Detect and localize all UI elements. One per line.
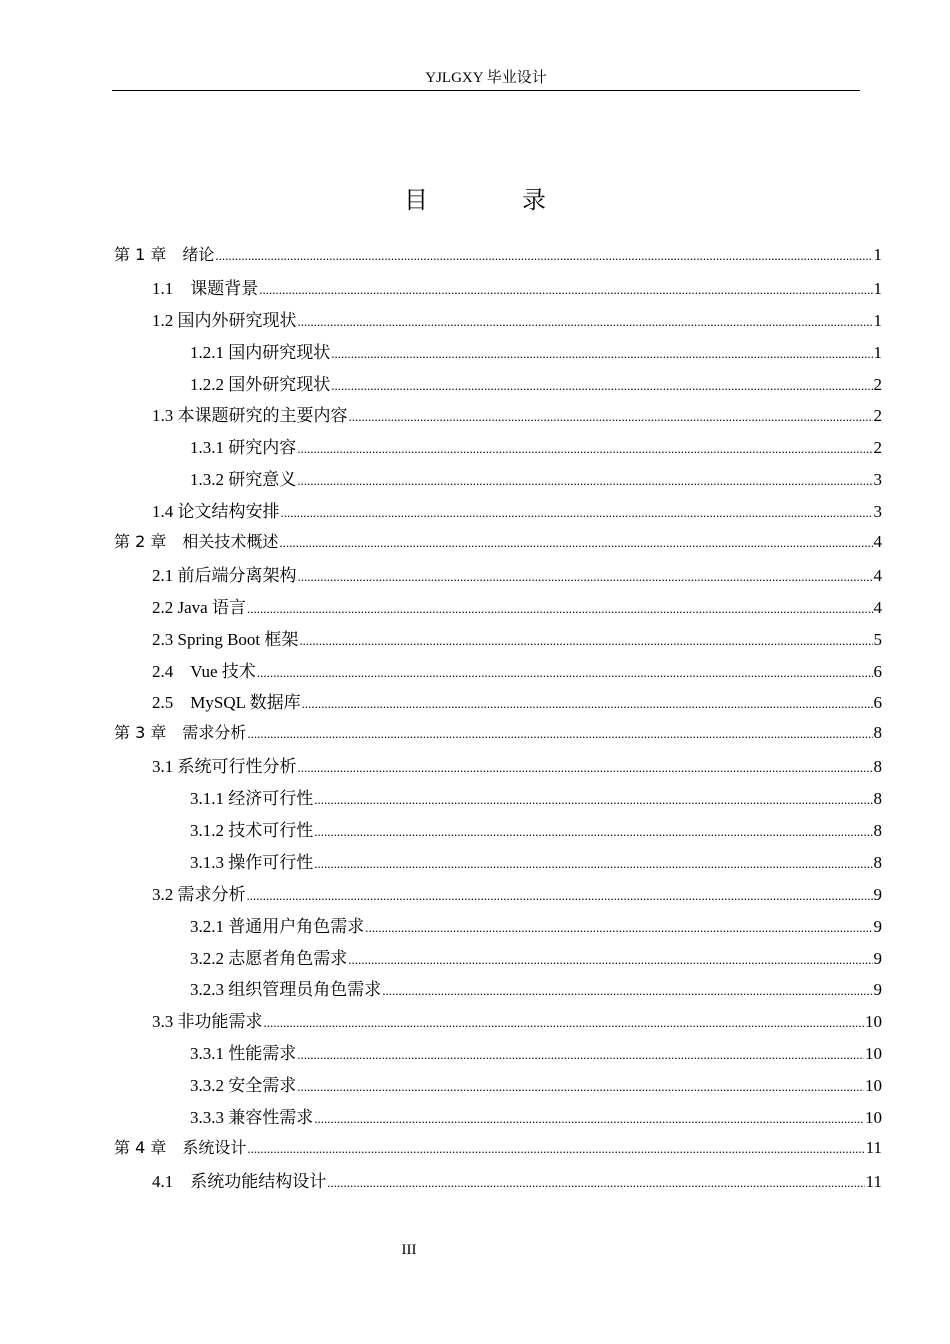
toc-entry-page: 1 xyxy=(873,310,882,330)
toc-entry-label: 3.2.2 志愿者角色需求 xyxy=(190,948,348,968)
toc-leader-dots xyxy=(331,375,872,395)
toc-entry-page: 3 xyxy=(873,470,882,490)
toc-entry[interactable] xyxy=(112,816,882,848)
toc-entry-page: 11 xyxy=(865,1137,882,1157)
toc-entry-label: 1.4 论文结构安排 xyxy=(152,502,280,522)
toc-entry-page: 4 xyxy=(873,597,882,617)
toc-leader-dots xyxy=(314,821,872,841)
toc-entry-label: 第 3 章 需求分析 xyxy=(114,723,247,743)
toc-leader-dots xyxy=(247,885,873,905)
toc-entry[interactable] xyxy=(112,306,882,338)
toc-leader-dots xyxy=(297,1044,864,1064)
toc-leader-dots xyxy=(349,406,873,426)
toc-entry[interactable] xyxy=(112,657,882,689)
toc-entry-label: 3.1.1 经济可行性 xyxy=(190,789,314,809)
toc-leader-dots xyxy=(314,853,872,873)
toc-entry-page: 1 xyxy=(873,342,882,362)
toc-entry-page: 8 xyxy=(873,789,882,809)
toc-entry-label: 第 1 章 绪论 xyxy=(114,245,215,264)
toc-leader-dots xyxy=(348,949,872,969)
toc-entry[interactable] xyxy=(112,274,882,306)
toc-entry-page: 9 xyxy=(873,948,882,968)
toc-entry-page: 2 xyxy=(873,406,882,426)
page-footer xyxy=(0,1242,818,1259)
toc-entry-page: 9 xyxy=(873,916,882,936)
toc-entry-label: 3.3.3 兼容性需求 xyxy=(190,1108,314,1128)
toc-leader-dots xyxy=(298,311,873,331)
toc-entry[interactable] xyxy=(112,401,882,433)
toc-leader-dots xyxy=(382,980,872,1000)
toc-entry[interactable] xyxy=(112,593,882,625)
toc-entry-label: 第 4 章 系统设计 xyxy=(114,1137,247,1157)
toc-entry-page: 4 xyxy=(873,532,882,552)
toc-entry-label: 1.3 本课题研究的主要内容 xyxy=(152,406,348,426)
toc-entry-label: 2.1 前后端分离架构 xyxy=(152,565,297,585)
toc-entry-page: 1 xyxy=(873,278,882,298)
toc-entry-label: 2.3 Spring Boot 框架 xyxy=(152,629,299,649)
toc-title: 目 录 xyxy=(404,188,590,214)
toc-leader-dots xyxy=(247,723,872,743)
toc-entry[interactable] xyxy=(112,242,882,274)
toc-entry-page: 10 xyxy=(865,1044,882,1064)
toc-entry-label: 2.5 MySQL 数据库 xyxy=(152,693,301,713)
toc-entry-label: 2.4 Vue 技术 xyxy=(152,661,256,681)
toc-entry-page: 1 xyxy=(873,245,882,264)
toc-entry[interactable] xyxy=(112,975,882,1007)
toc-leader-dots xyxy=(314,1108,864,1128)
toc-entry[interactable] xyxy=(112,720,882,752)
toc-entry-page: 8 xyxy=(873,723,882,743)
toc-leader-dots xyxy=(365,917,872,937)
toc-entry-label: 1.2.2 国外研究现状 xyxy=(190,374,331,394)
toc-leader-dots xyxy=(264,1012,865,1032)
toc-entry-label: 3.1 系统可行性分析 xyxy=(152,757,297,777)
toc-entry[interactable] xyxy=(112,1135,882,1167)
toc-leader-dots xyxy=(297,1076,864,1096)
toc-leader-dots xyxy=(279,532,872,552)
toc-entry[interactable] xyxy=(112,1039,882,1071)
toc-leader-dots xyxy=(281,502,873,522)
toc-entry[interactable] xyxy=(112,752,882,784)
toc-leader-dots xyxy=(297,470,872,490)
toc-entry-label: 3.2.1 普通用户角色需求 xyxy=(190,916,365,936)
table-of-contents xyxy=(112,242,882,1199)
toc-entry[interactable] xyxy=(112,784,882,816)
toc-entry[interactable] xyxy=(112,688,882,720)
toc-entry-page: 8 xyxy=(873,757,882,777)
toc-leader-dots xyxy=(247,598,873,618)
toc-entry-page: 8 xyxy=(873,821,882,841)
toc-leader-dots xyxy=(257,662,873,682)
toc-entry[interactable] xyxy=(112,848,882,880)
toc-entry-page: 5 xyxy=(873,629,882,649)
toc-entry-label: 1.1 课题背景 xyxy=(152,278,259,298)
toc-entry-label: 1.3.1 研究内容 xyxy=(190,438,297,458)
toc-leader-dots xyxy=(331,343,872,363)
toc-entry-page: 2 xyxy=(873,438,882,458)
toc-entry-page: 6 xyxy=(873,693,882,713)
header-text: YJLGXY 毕业设计 xyxy=(425,70,547,86)
page-number: III xyxy=(401,1242,417,1258)
toc-entry-page: 11 xyxy=(865,1171,882,1191)
toc-entry[interactable] xyxy=(112,497,882,529)
toc-leader-dots xyxy=(298,757,873,777)
toc-leader-dots xyxy=(297,438,872,458)
toc-entry-label: 3.1.3 操作可行性 xyxy=(190,852,314,872)
toc-entry[interactable] xyxy=(112,529,882,561)
toc-entry[interactable] xyxy=(112,561,882,593)
toc-leader-dots xyxy=(314,789,872,809)
toc-leader-dots xyxy=(299,630,872,650)
toc-entry-label: 3.3 非功能需求 xyxy=(152,1012,263,1032)
toc-leader-dots xyxy=(259,279,872,299)
toc-leader-dots xyxy=(302,693,873,713)
toc-entry-page: 3 xyxy=(873,502,882,522)
page-header xyxy=(112,68,860,91)
toc-entry[interactable] xyxy=(112,1167,882,1199)
toc-leader-dots xyxy=(247,1138,864,1158)
toc-entry[interactable] xyxy=(112,880,882,912)
toc-entry-page: 10 xyxy=(865,1108,882,1128)
toc-entry-label: 3.3.1 性能需求 xyxy=(190,1044,297,1064)
toc-entry-page: 8 xyxy=(873,852,882,872)
toc-entry[interactable] xyxy=(112,1071,882,1103)
toc-entry[interactable] xyxy=(112,465,882,497)
toc-entry-label: 3.1.2 技术可行性 xyxy=(190,821,314,841)
toc-entry[interactable] xyxy=(112,1007,882,1039)
toc-entry-label: 3.2 需求分析 xyxy=(152,884,246,904)
toc-entry-label: 1.3.2 研究意义 xyxy=(190,470,297,490)
toc-entry-label: 4.1 系统功能结构设计 xyxy=(152,1171,327,1191)
toc-entry-label: 1.2.1 国内研究现状 xyxy=(190,342,331,362)
toc-entry-page: 4 xyxy=(873,565,882,585)
toc-entry[interactable] xyxy=(112,625,882,657)
toc-entry-label: 2.2 Java 语言 xyxy=(152,597,246,617)
toc-entry-page: 6 xyxy=(873,661,882,681)
toc-entry-page: 10 xyxy=(865,1012,882,1032)
toc-entry-label: 第 2 章 相关技术概述 xyxy=(114,532,279,552)
toc-entry[interactable] xyxy=(112,433,882,465)
toc-entry[interactable] xyxy=(112,1103,882,1135)
toc-leader-dots xyxy=(215,245,872,265)
toc-entry-page: 10 xyxy=(865,1076,882,1096)
toc-entry-label: 3.2.3 组织管理员角色需求 xyxy=(190,980,382,1000)
toc-entry-page: 2 xyxy=(873,374,882,394)
toc-entry-page: 9 xyxy=(873,980,882,1000)
toc-entry-label: 3.3.2 安全需求 xyxy=(190,1076,297,1096)
toc-entry[interactable] xyxy=(112,912,882,944)
toc-entry[interactable] xyxy=(112,370,882,402)
toc-entry-label: 1.2 国内外研究现状 xyxy=(152,310,297,330)
toc-leader-dots xyxy=(298,566,873,586)
toc-leader-dots xyxy=(327,1172,864,1192)
toc-entry[interactable] xyxy=(112,944,882,976)
toc-entry-page: 9 xyxy=(873,884,882,904)
toc-entry[interactable] xyxy=(112,338,882,370)
